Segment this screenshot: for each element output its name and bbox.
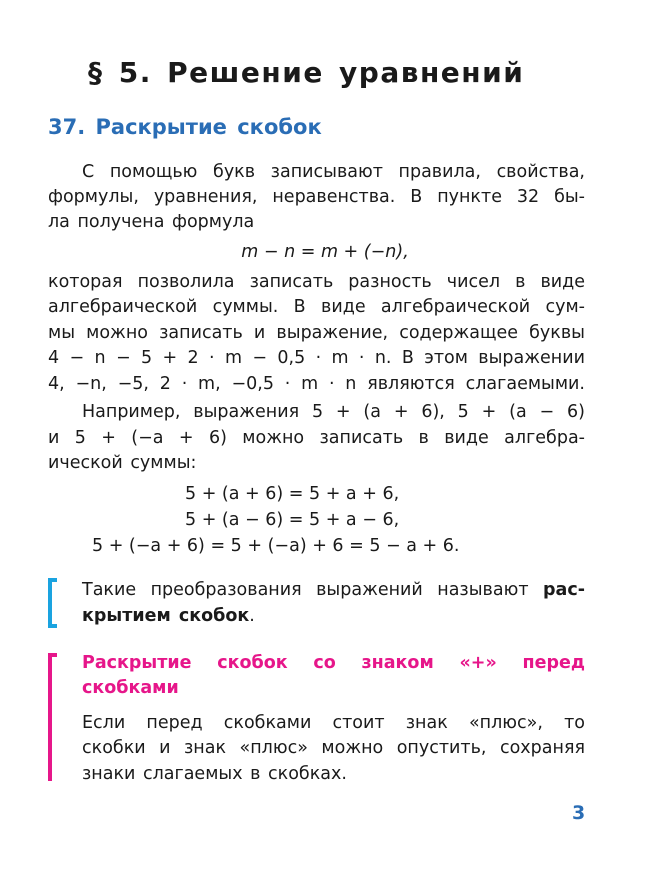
rule-text: знаки слагаемых в скобках. (82, 764, 347, 784)
definition-line (82, 578, 585, 602)
paragraph-line: которая позволила записать разность чисел в виде (48, 272, 585, 292)
paragraph-line: формулы, уравнения, неравенства. В пункте 32 бы- (48, 187, 585, 207)
paragraph-line: ической суммы: (48, 453, 197, 473)
paragraph-line: С помощью букв записывают правила, свойства, (82, 162, 585, 182)
paragraph-line: ла получена формула (48, 212, 255, 232)
paragraph-line: 4, −n, −5, 2 · m, −0,5 · m · n являются слагаемыми. (48, 374, 585, 394)
paragraph-line: и 5 + (−a + 6) можно записать в виде алгебра- (48, 428, 585, 448)
paragraph-line: мы можно записать и выражение, содержащее буквы (48, 323, 585, 343)
formula: 5 + (−a + 6) = 5 + (−a) + 6 = 5 − a + 6. (92, 536, 460, 556)
page-number: 3 (572, 802, 586, 824)
definition-text: . (249, 606, 255, 626)
formula: 5 + (a + 6) = 5 + a + 6, (185, 484, 400, 504)
paragraph-line: алгебраической суммы. В виде алгебраической сум- (48, 297, 585, 317)
paragraph-line: Например, выражения 5 + (a + 6), 5 + (a − 6) (82, 402, 585, 422)
rule-text: Если перед скобками стоит знак «плюс», то (82, 713, 585, 733)
definition-line (82, 604, 585, 628)
rule-title: Раскрытие скобок со знаком «+» перед (82, 653, 585, 673)
definition-bracket (48, 578, 57, 628)
rule-bracket (48, 653, 57, 781)
rule-title: скобками (82, 678, 179, 698)
definition-text: Такие преобразования выражений называют (82, 580, 529, 600)
rule-text: скобки и знак «плюс» можно опустить, сохраняя (82, 738, 585, 758)
subsection-title: 37. Раскрытие скобок (48, 115, 322, 139)
formula: m − n = m + (−n), (241, 242, 409, 262)
term-bold: крытием скобок (82, 606, 250, 626)
paragraph-line: 4 − n − 5 + 2 · m − 0,5 · m · n. В этом выражении (48, 348, 585, 368)
section-title: § 5. Решение уравнений (88, 56, 525, 89)
formula: 5 + (a − 6) = 5 + a − 6, (185, 510, 400, 530)
term-bold: рас- (543, 580, 585, 600)
